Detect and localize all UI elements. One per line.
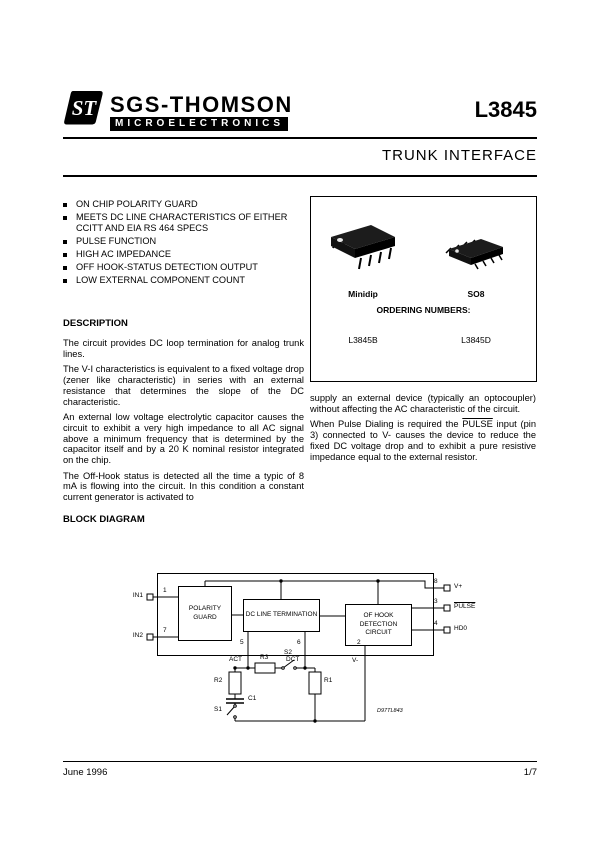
package-ordering-box: [310, 196, 537, 382]
header-rule: [63, 137, 537, 139]
block-diagram: [63, 536, 537, 758]
features-list: [63, 199, 305, 288]
component-label-r3: R3: [260, 654, 269, 661]
feature-text: ON CHIP POLARITY GUARD: [76, 199, 198, 209]
pin-label-vplus: V+: [454, 583, 463, 590]
ordering-numbers-title: ORDERING NUMBERS:: [376, 305, 471, 315]
block-diagram-heading: BLOCK DIAGRAM: [63, 514, 145, 525]
part-number: L3845: [474, 97, 537, 122]
pin-label-in2: IN2: [132, 632, 143, 639]
description-right-column: [310, 393, 536, 467]
description-paragraph: The circuit provides DC loop termination for analog trunk lines.: [63, 338, 304, 359]
pin-label-vminus: V-: [352, 657, 359, 664]
pin-number-5: 5: [240, 639, 244, 646]
pulse-overlined-text: PULSE: [462, 419, 493, 430]
feature-item: [63, 275, 305, 286]
minidip-label: Minidip: [348, 289, 378, 299]
ordering-number-minidip: L3845B: [348, 335, 378, 345]
pin-number-1: 1: [163, 587, 167, 594]
in2-terminal: [147, 634, 153, 640]
paragraph-text: When Pulse Dialing is required the: [310, 419, 463, 430]
bullet-square-icon: [63, 279, 67, 283]
bullet-square-icon: [63, 216, 67, 220]
brand-subtitle: MICROELECTRONICS: [110, 117, 288, 131]
pin-number-4: 4: [434, 620, 438, 627]
doc-title: TRUNK INTERFACE: [381, 147, 537, 164]
paragraph-text: input (pin 3) connected to V- causes the device to reduce the fixed DC voltage drop and to exhibit a pure resistive impedance equal to the external resistor.: [310, 419, 536, 462]
title-rule: [63, 175, 537, 177]
bullet-square-icon: [63, 240, 67, 244]
pin-number-3: 3: [434, 598, 438, 605]
minidip-package-image: [319, 217, 409, 279]
bullet-square-icon: [63, 203, 67, 207]
footer-rule: [63, 761, 537, 762]
in1-terminal: [147, 594, 153, 600]
bullet-square-icon: [63, 253, 67, 257]
so8-package-image: [437, 231, 515, 277]
description-paragraph: supply an external device (typically an optocoupler) without affecting the AC characteristic of the circuit.: [310, 393, 536, 414]
so8-label: SO8: [467, 289, 485, 299]
off-hook-detection-block: OF HOOK DETECTION CIRCUIT: [345, 604, 412, 646]
pin-number-8: 8: [434, 578, 438, 585]
pin-label-dct: DCT: [286, 656, 300, 663]
component-label-r2: R2: [214, 677, 223, 684]
pin-label-in1: IN1: [132, 592, 143, 599]
vplus-terminal: [444, 585, 450, 591]
bullet-square-icon: [63, 266, 67, 270]
feature-text: HIGH AC IMPEDANCE: [76, 249, 171, 259]
feature-item: [63, 236, 305, 247]
pin-number-2: 2: [357, 639, 361, 646]
st-logo: [63, 89, 104, 127]
component-label-r1: R1: [324, 677, 333, 684]
pin-number-7: 7: [163, 627, 167, 634]
component-label-s1: S1: [214, 706, 222, 713]
ordering-number-so8: L3845D: [461, 335, 491, 345]
description-heading: DESCRIPTION: [63, 318, 128, 329]
description-paragraph: The V-I characteristics is equivalent to a fixed voltage drop (zener like characteristic) in series with an external resistance that determines the slope of the DC characteristic.: [63, 364, 304, 407]
pulse-terminal: [444, 605, 450, 611]
polarity-guard-block: POLARITY GUARD: [178, 586, 232, 641]
c1-capacitor-symbol: [226, 699, 244, 703]
feature-item: [63, 212, 305, 234]
pin-number-6: 6: [297, 639, 301, 646]
diagram-component-symbols: [226, 660, 321, 718]
description-paragraph: [310, 419, 536, 462]
r3-resistor-symbol: [255, 663, 275, 673]
feature-text: MEETS DC LINE CHARACTERISTICS OF EITHER CCITT AND EIA RS 464 SPECS: [76, 212, 288, 233]
r1-resistor-symbol: [309, 672, 321, 694]
footer-date: June 1996: [63, 767, 108, 778]
s1-switch-symbol: [227, 705, 236, 719]
brand-name: SGS-THOMSON: [110, 92, 293, 117]
component-label-c1: C1: [248, 695, 257, 702]
feature-text: PULSE FUNCTION: [76, 236, 157, 246]
r2-resistor-symbol: [229, 672, 241, 694]
description-section: [63, 318, 304, 508]
dc-line-termination-block: DC LINE TERMINATION: [243, 599, 320, 632]
st-logo-text: ST: [71, 96, 97, 120]
feature-item: [63, 199, 305, 210]
footer-page-number: 1/7: [523, 767, 537, 778]
feature-text: LOW EXTERNAL COMPONENT COUNT: [76, 275, 245, 285]
description-paragraph: An external low voltage electrolytic capacitor causes the circuit to exhibit a very high impedance to all AC signal above a minimum frequency that is determined by the capacitor itself and by a 20 K nominal resistor integrated on the chip.: [63, 412, 304, 466]
hdo-terminal: [444, 627, 450, 633]
diagram-code: D97TL843: [377, 708, 403, 714]
pin-label-pulse: PULSE: [454, 603, 476, 610]
component-label-s2: S2: [284, 649, 292, 656]
feature-item: [63, 262, 305, 273]
pin-label-act: ACT: [229, 656, 242, 663]
feature-item: [63, 249, 305, 260]
description-paragraph: The Off-Hook status is detected all the time a typic of 8 mA is flowing into the circuit. In this condition a constant current generator is activated to: [63, 470, 304, 503]
pin-label-hdo: HD0: [454, 625, 468, 632]
feature-text: OFF HOOK-STATUS DETECTION OUTPUT: [76, 262, 258, 272]
